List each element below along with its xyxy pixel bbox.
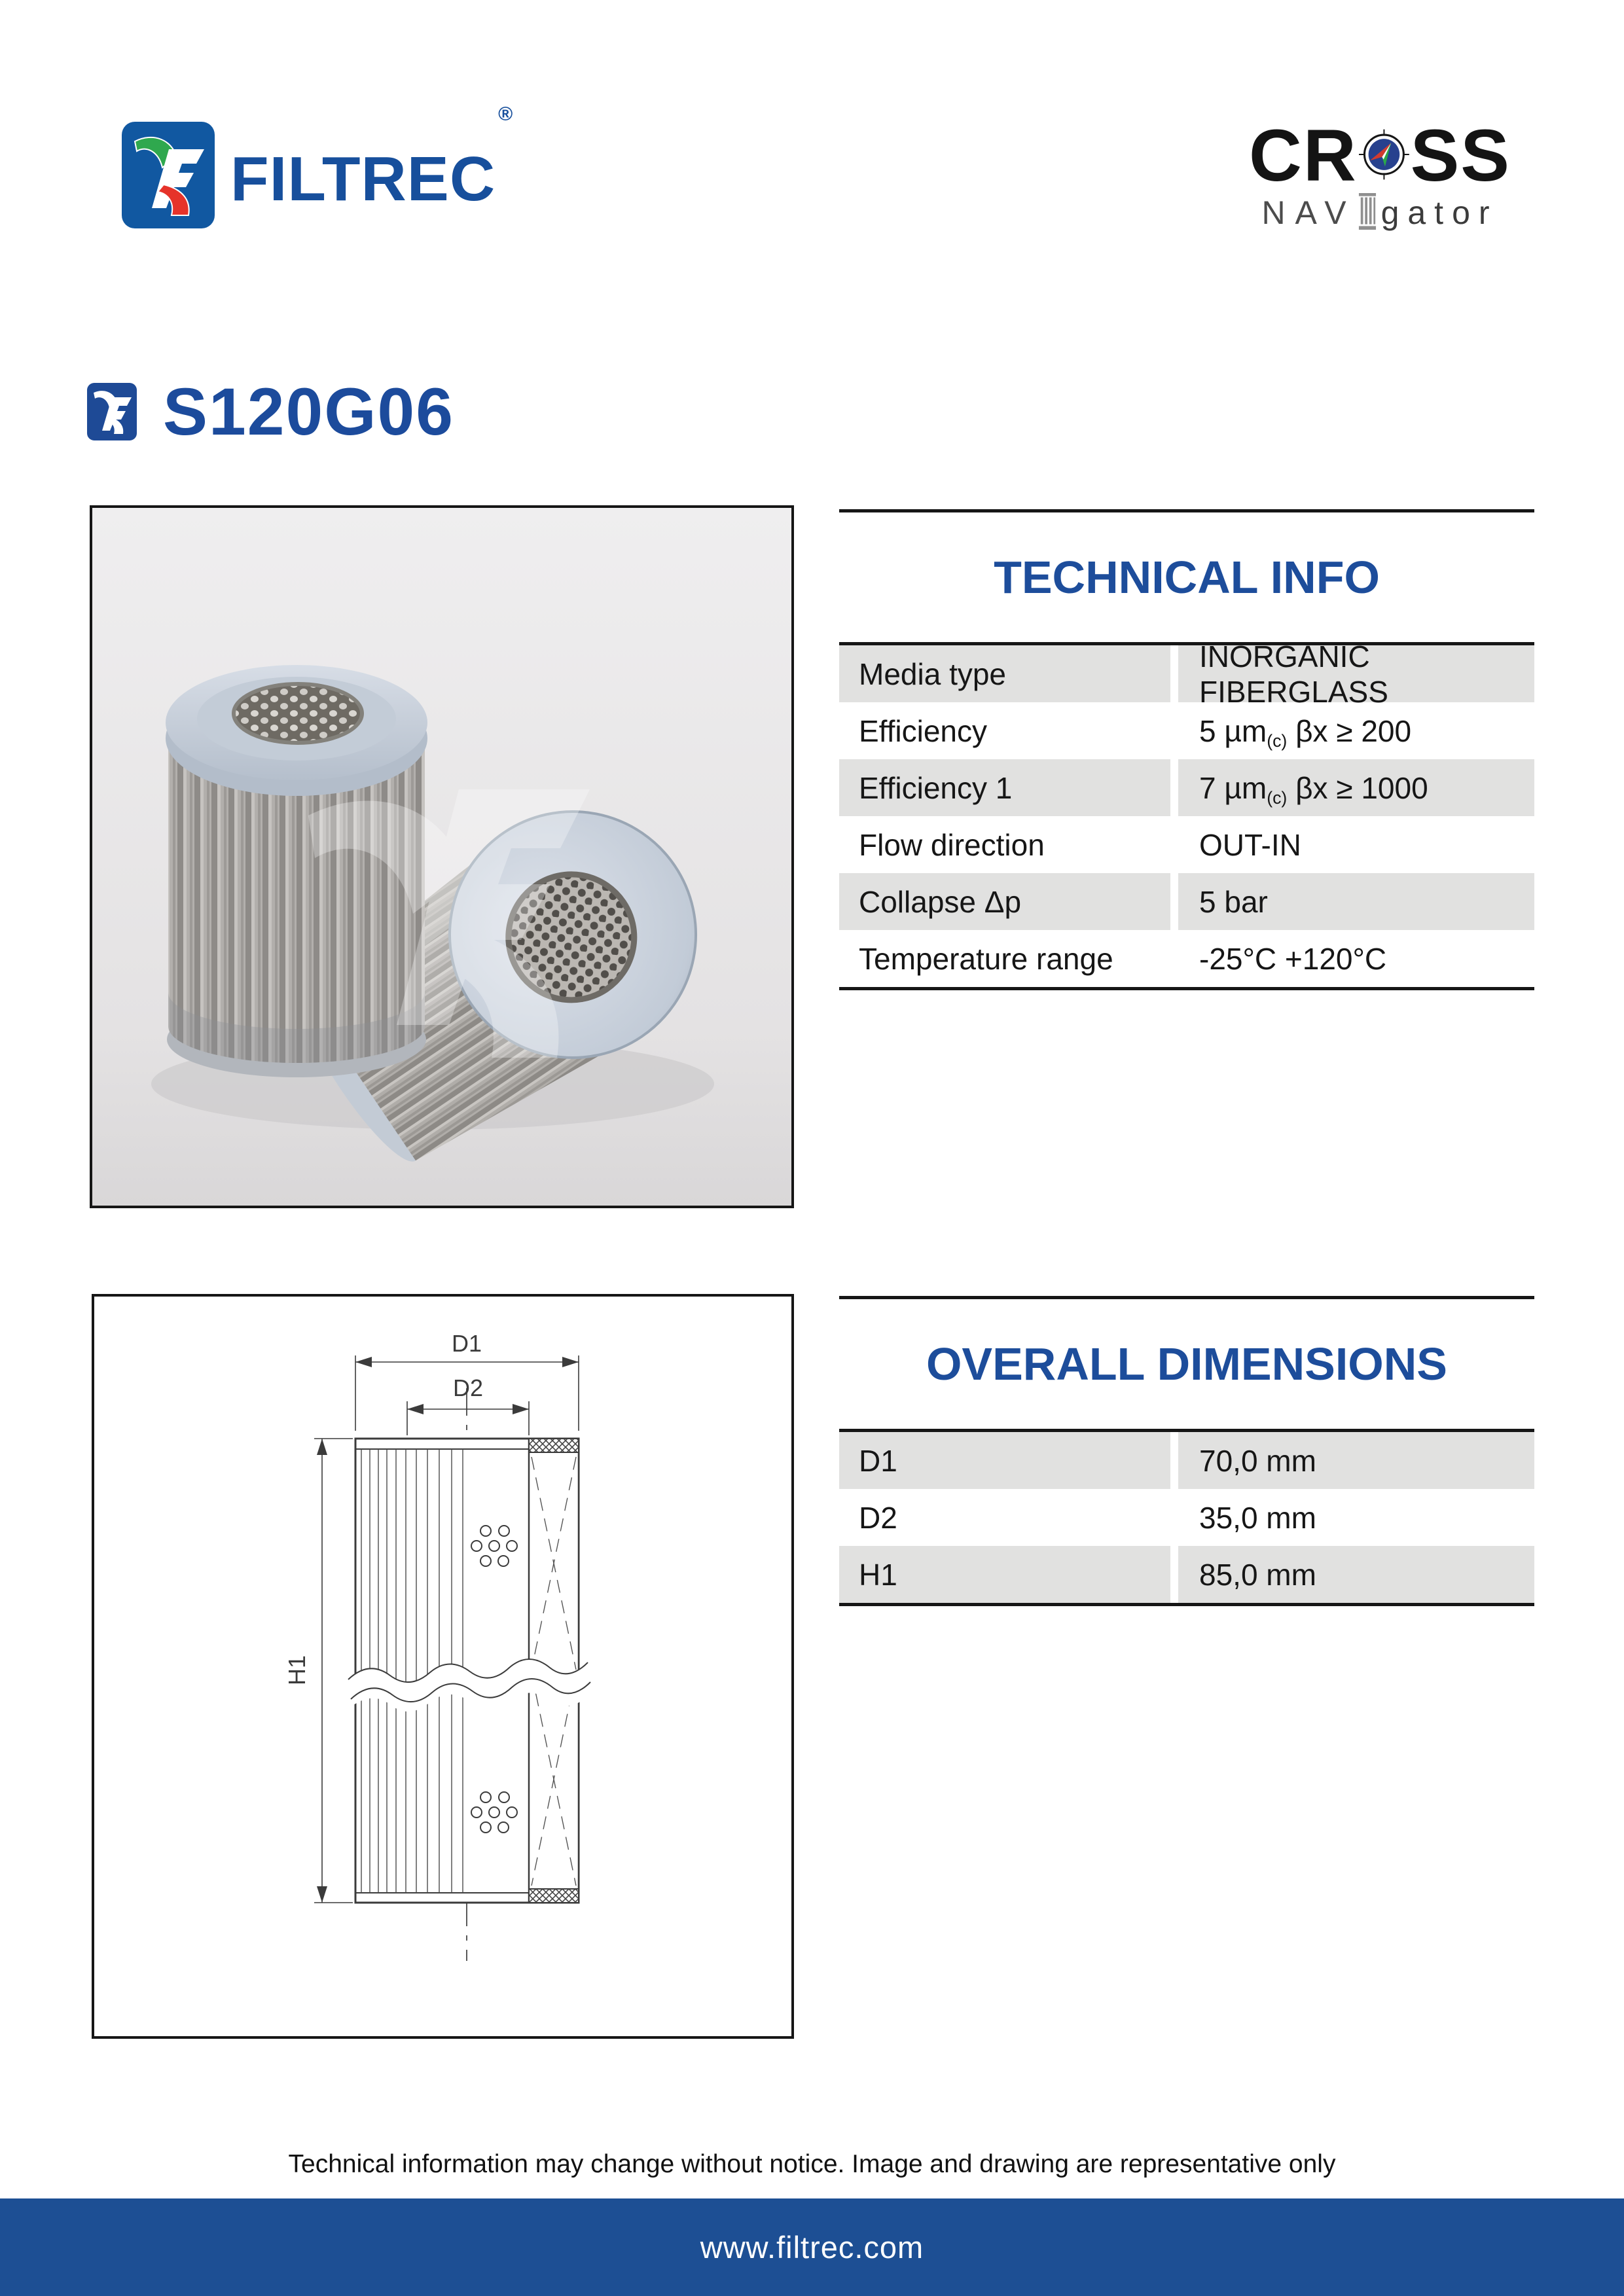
column-icon	[1358, 193, 1377, 230]
spec-label: Collapse Δp	[839, 873, 1170, 930]
compass-icon	[1359, 122, 1409, 187]
table-row	[839, 1432, 1534, 1489]
product-f-mark-icon	[87, 383, 137, 440]
spec-label: Flow direction	[859, 827, 1045, 862]
overall-dimensions-title: OVERALL DIMENSIONS	[926, 1338, 1447, 1390]
navigator-text-gator: gator	[1380, 194, 1498, 231]
spec-label: Efficiency	[859, 713, 988, 748]
technical-drawing-image	[94, 1297, 791, 2036]
dim-label: H1	[839, 1546, 1170, 1603]
spec-label: Efficiency 1	[839, 759, 1170, 816]
technical-info-title: TECHNICAL INFO	[994, 552, 1380, 603]
technical-info-table	[839, 639, 1534, 990]
dim-value: 35,0 mm	[1199, 1500, 1316, 1535]
website-link[interactable]: www.filtrec.com	[700, 2230, 924, 2265]
technical-drawing	[92, 1294, 794, 2039]
table-row	[839, 816, 1534, 873]
product-photo	[90, 505, 794, 1208]
cross-text-cr: CR	[1249, 115, 1358, 196]
dim-label: D1	[839, 1432, 1170, 1489]
spec-value: INORGANIC FIBERGLASS	[1178, 645, 1534, 702]
table-row	[839, 1489, 1534, 1546]
table-row	[839, 759, 1534, 816]
disclaimer-text: Technical information may change without notice. Image and drawing are representative only	[288, 2150, 1336, 2178]
dim-value: 85,0 mm	[1178, 1546, 1534, 1603]
product-photo-image	[92, 508, 791, 1206]
table-row	[839, 873, 1534, 930]
section-divider	[839, 1296, 1534, 1299]
overall-dimensions-section	[839, 1296, 1534, 1606]
spec-label: Temperature range	[859, 941, 1113, 976]
product-title-row	[87, 374, 455, 449]
table-row	[839, 1546, 1534, 1603]
filter-element-standing	[166, 665, 427, 1077]
footer-bar	[0, 2198, 1624, 2296]
product-code: S120G06	[163, 374, 455, 449]
table-row	[839, 702, 1534, 759]
dim-label-d1: D1	[451, 1330, 482, 1357]
spec-value: 5 bar	[1178, 873, 1534, 930]
filtrec-logo-icon	[122, 122, 215, 228]
cross-logo-row1	[1249, 115, 1511, 196]
overall-dimensions-table	[839, 1429, 1534, 1606]
filtrec-logo	[122, 103, 513, 228]
spec-value: 7 µm(c) βx ≥ 1000	[1178, 759, 1534, 816]
spec-label: Media type	[839, 645, 1170, 702]
technical-info-section	[839, 509, 1534, 990]
cross-text-ss: SS	[1410, 115, 1511, 196]
spec-value: 5 µm(c) βx ≥ 200	[1199, 713, 1412, 751]
navigator-text-nav: NAV	[1261, 194, 1356, 231]
dim-label-d2: D2	[452, 1374, 484, 1401]
table-row	[839, 930, 1534, 987]
dim-label: D2	[859, 1500, 897, 1535]
dim-value: 70,0 mm	[1178, 1432, 1534, 1489]
filtrec-wordmark: FILTREC	[230, 144, 496, 214]
table-row	[839, 639, 1534, 709]
registered-mark: ®	[498, 103, 513, 125]
cross-logo-row2	[1249, 194, 1511, 232]
spec-value: OUT-IN	[1199, 827, 1301, 862]
dim-label-h1: H1	[283, 1655, 310, 1686]
spec-value: -25°C +120°C	[1199, 941, 1387, 976]
section-divider	[839, 509, 1534, 512]
cross-navigator-logo	[1249, 115, 1511, 232]
